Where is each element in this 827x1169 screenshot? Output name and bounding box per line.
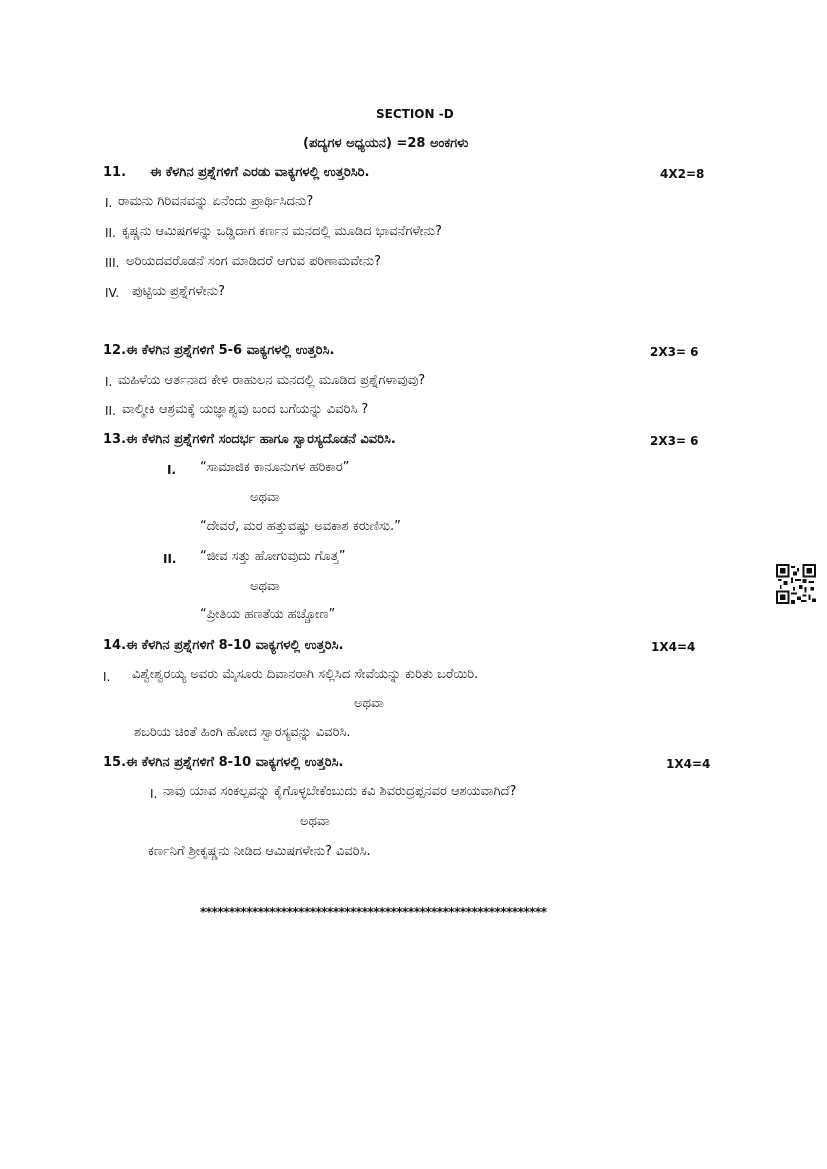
q12-item-1-text: ಮಹಿಳೆಯ ಆರ್ತನಾದ ಕೇಳಿ ರಾಹುಲನ ಮನದಲ್ಲಿ ಮೂಡಿದ ಪ್ರಶ್ನೆಗಳಾವುವು? bbox=[118, 373, 426, 388]
q15-marks: 1X4=4 bbox=[666, 757, 711, 771]
q12-item-2-text: ವಾಲ್ಮೀಕಿ ಆಶ್ರಮಕ್ಕೆ ಯಜ್ಞಾಶ್ವವು ಬಂದ ಬಗೆಯನ್ನು ವಿವರಿಸಿ ? bbox=[122, 402, 369, 417]
q11-item-1-text: ರಾಮನು ಗಿರಿವನವನ್ನು ಏನೆಂದು ಪ್ರಾರ್ಥಿಸಿದನು? bbox=[118, 194, 314, 209]
q14-item-text: ವಿಶ್ವೇಶ್ವರಯ್ಯ ಅವರು ಮೈಸೂರು ದಿವಾನರಾಗಿ ಸಲ್ಲಿಸಿದ ಸೇವೆಯನ್ನು ಕುರಿತು ಬರೆಯಿರಿ. bbox=[132, 667, 479, 682]
q14-or: ಅಥವಾ bbox=[354, 696, 384, 711]
q11-heading: ಈ ಕೆಳಗಿನ ಪ್ರಶ್ನೆಗಳಿಗೆ ಎರಡು ವಾಕ್ಯಗಳಲ್ಲಿ ಉತ್ತರಿಸಿರಿ. bbox=[150, 165, 370, 180]
q14-heading: ಈ ಕೆಳಗಿನ ಪ್ರಶ್ನೆಗಳಿಗೆ 8-10 ವಾಕ್ಯಗಳಲ್ಲಿ ಉತ್ತರಿಸಿ. bbox=[126, 638, 344, 653]
q14-item-num: I. bbox=[103, 670, 111, 684]
q11-number: 11. bbox=[103, 165, 127, 180]
q14-marks: 1X4=4 bbox=[651, 640, 696, 654]
q12-item-2-num: II. bbox=[105, 404, 116, 418]
q15-heading: ಈ ಕೆಳಗಿನ ಪ್ರಶ್ನೆಗಳಿಗೆ 8-10 ವಾಕ್ಯಗಳಲ್ಲಿ ಉತ್ತರಿಸಿ. bbox=[126, 755, 344, 770]
q13-heading: ಈ ಕೆಳಗಿನ ಪ್ರಶ್ನೆಗಳಿಗೆ ಸಂದರ್ಭ ಹಾಗೂ ಸ್ವಾರಸ್ಯದೊಡನೆ ವಿವರಿಸಿ. bbox=[126, 432, 396, 447]
section-title: SECTION -D bbox=[376, 107, 454, 121]
q13-item-2-or: ಅಥವಾ bbox=[250, 579, 280, 594]
q14-number: 14. bbox=[103, 638, 127, 653]
section-subtitle: (ಪದ್ಯಗಳ ಅಧ್ಯಯನ) =28 ಅಂಕಗಳು bbox=[303, 136, 469, 151]
q11-item-2-text: ಕೃಷ್ಣನು ಆಮಿಷಗಳನ್ನು ಒಡ್ಡಿದಾಗ ಕರ್ಣನ ಮನದಲ್ಲಿ ಮೂಡಿದ ಭಾವನೆಗಳೇನು? bbox=[122, 224, 442, 239]
q13-item-1-num: I. bbox=[167, 463, 177, 477]
q14-alt: ಶಬರಿಯ ಚಿಂತೆ ಹಿಂಗಿ ಹೋದ ಸ್ವಾರಸ್ಯವನ್ನು ವಿವರಿಸಿ. bbox=[134, 725, 351, 740]
q11-item-4-text: ಪುಟ್ಟಿಯ ಪ್ರಶ್ನೆಗಳೇನು? bbox=[132, 284, 225, 299]
q15-number: 15. bbox=[103, 755, 127, 770]
q13-marks: 2X3= 6 bbox=[650, 434, 699, 448]
q13-item-1-or: ಅಥವಾ bbox=[250, 490, 280, 505]
q12-item-1-num: I. bbox=[105, 375, 113, 389]
end-separator: ************************************************************ bbox=[200, 905, 547, 919]
q13-number: 13. bbox=[103, 432, 127, 447]
q13-item-2-alt: “ಪ್ರೀತಿಯ ಹಣತೆಯ ಹಚ್ಚೋಣ” bbox=[200, 607, 336, 622]
q11-item-3-text: ಅರಿಯದವರೊಡನೆ ಸಂಗ ಮಾಡಿದರೆ ಆಗುವ ಪರಿಣಾಮವೇನು? bbox=[126, 254, 382, 269]
q13-item-1-alt: “ದೇವರೆ, ಮರ ಹತ್ತುವಷ್ಟು ಅವಕಾಶ ಕರುಣಿಸು.” bbox=[200, 519, 401, 534]
q15-item-num: I. bbox=[150, 787, 158, 801]
q11-item-3-num: III. bbox=[105, 256, 120, 270]
q15-or: ಅಥವಾ bbox=[300, 814, 330, 829]
qr-code bbox=[776, 564, 816, 604]
q15-alt: ಕರ್ಣನಿಗೆ ಶ್ರೀಕೃಷ್ಣನು ನೀಡಿದ ಆಮಿಷಗಳೇನು? ವಿವರಿಸಿ. bbox=[148, 844, 371, 859]
q11-item-1-num: I. bbox=[105, 196, 113, 210]
q13-item-2-text: “ಜೀವ ಸತ್ತು ಹೋಗುವುದು ಗೊತ್ತ” bbox=[200, 549, 346, 564]
q13-item-1-text: “ಸಾಮಾಜಿಕ ಕಾನೂನುಗಳ ಹರಿಕಾರ” bbox=[200, 460, 350, 475]
q15-item-text: ನಾವು ಯಾವ ಸಂಕಲ್ಪವನ್ನು ಕೈಗೊಳ್ಳಬೇಕೆಂಬುದು ಕವಿ ಶಿವರುದ್ರಪ್ಪನವರ ಆಶಯವಾಗಿದೆ? bbox=[163, 784, 517, 799]
q12-number: 12. bbox=[103, 343, 127, 358]
q13-item-2-num: II. bbox=[163, 552, 177, 566]
q12-heading: ಈ ಕೆಳಗಿನ ಪ್ರಶ್ನೆಗಳಿಗೆ 5-6 ವಾಕ್ಯಗಳಲ್ಲಿ ಉತ್ತರಿಸಿ. bbox=[126, 343, 335, 358]
q11-item-2-num: II. bbox=[105, 226, 116, 240]
q11-item-4-num: IV. bbox=[105, 286, 120, 300]
q12-marks: 2X3= 6 bbox=[650, 345, 699, 359]
q11-marks: 4X2=8 bbox=[660, 167, 705, 181]
